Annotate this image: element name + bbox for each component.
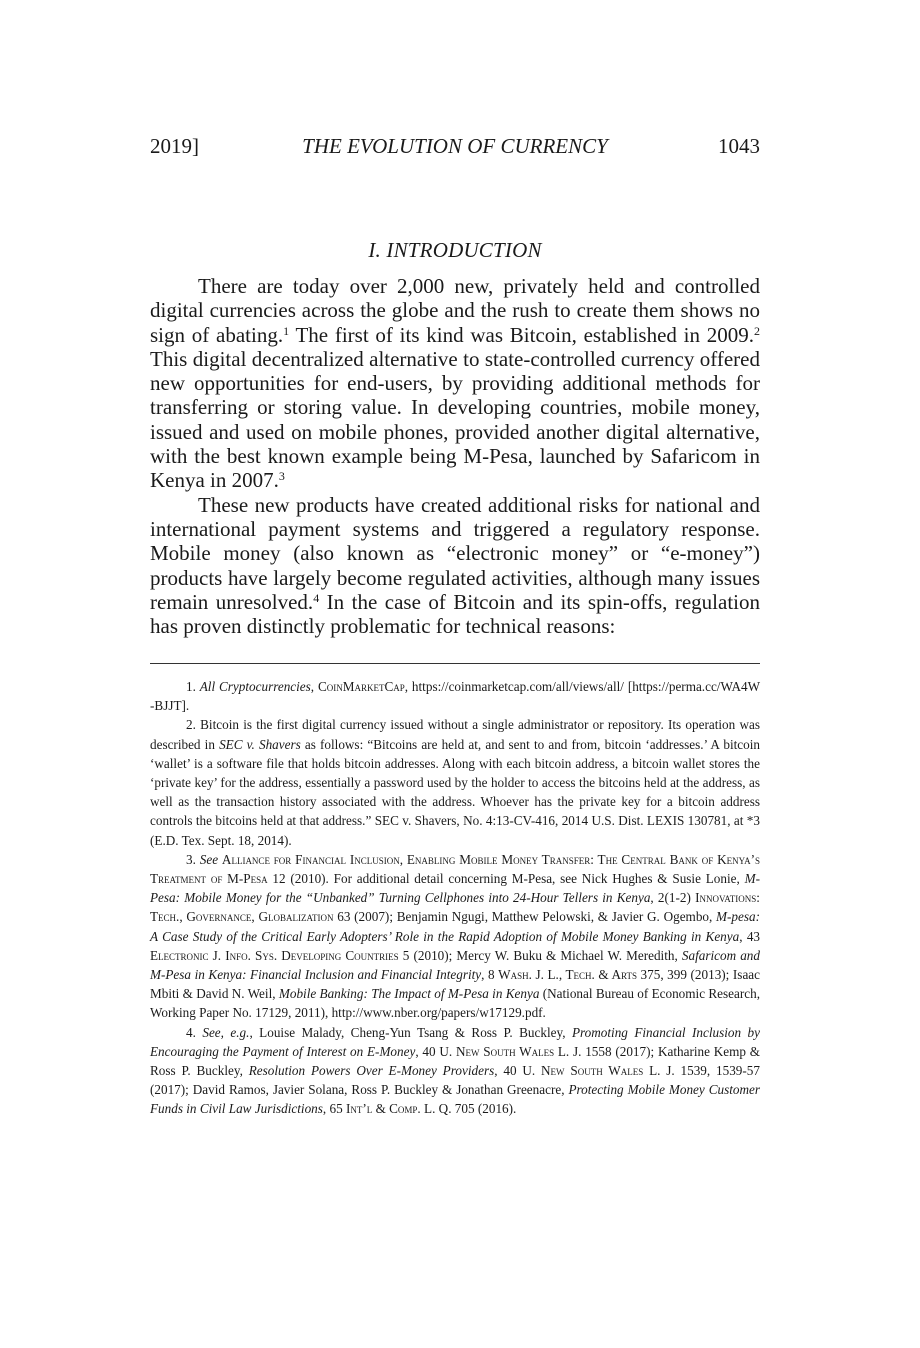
footnote-ref-4: 4	[313, 590, 320, 605]
fn3-sc3: Electronic J. Info. Sys. Developing Countries	[150, 947, 399, 963]
paragraph-2	[150, 493, 760, 639]
fn4-i2: Resolution Powers Over E-Money Providers	[248, 1063, 495, 1079]
fn2-num: 2.	[186, 717, 196, 733]
fn3-t1: 12 (2010). For additional detail concerning M-Pesa, see Nick Hughes & Susie Lonie,	[267, 871, 745, 887]
p2-text-b: In the case of Bitcoin and its spin-offs, regulation has proven distinctly problematic for technical reasons:	[150, 589, 760, 639]
fn3-num: 3.	[186, 851, 196, 867]
fn3-t6: , 8	[481, 967, 499, 983]
footnote-ref-3: 3	[278, 469, 285, 484]
fn3-sc1: Alliance for Financial Inclusion, Enabling Mobile Money Transfer: The Central Bank of Kenya’s Treatment of M-Pesa	[150, 851, 761, 887]
fn1-title: All Cryptocurrencies	[199, 679, 311, 694]
fn4-i1: Promoting Financial Inclusion by Encouraging the Payment of Interest on E-Money	[150, 1024, 761, 1059]
header-title: THE EVOLUTION OF CURRENCY	[302, 134, 608, 158]
p1-text-b: The first of its kind was Bitcoin, established in 2009.	[289, 322, 755, 347]
fn4-sc2: New South Wales	[541, 1063, 644, 1079]
fn4-see: See, e.g.	[202, 1024, 250, 1040]
fn4-i3: Protecting Mobile Money Customer Funds in Civil Law Jurisdictions	[150, 1082, 760, 1117]
fn1-text: , https://coinmarketcap.com/all/views/all/ [https://perma.cc/WA4W-BJJT].	[150, 679, 761, 714]
fn4-num: 4.	[186, 1024, 196, 1040]
fn3-sc2: Innovations: Tech., Governance, Globalization	[150, 890, 760, 925]
fn4-t7: 705 (2016).	[451, 1101, 517, 1117]
fn4-t5: L. J. 1539, 1539-57 (2017); David Ramos, Javier Solana, Ross P. Buckley & Jonathan Greenacre,	[150, 1063, 760, 1098]
header-year: 2019]	[150, 134, 199, 158]
p1-text-c: This digital decentralized alternative to state-controlled currency offered new opportunities for end-users, by providing additional methods for transferring or storing value. In developing countries, mobile money, issued and used on mobile phones, provided another digital alternative, with the best known example being M-Pesa, launched by Safaricom in Kenya in 2007.	[150, 346, 760, 493]
fn4-t6: , 65	[322, 1101, 346, 1117]
fn3-i4: Mobile Banking: The Impact of M-Pesa in Kenya	[278, 986, 540, 1002]
section-heading: I. INTRODUCTION	[368, 238, 542, 262]
footnote-divider	[150, 663, 760, 664]
fn3-i1: M-Pesa: Mobile Money for the “Unbanked” Turning Cellphones into 24-Hour Tellers in Kenya	[150, 871, 760, 906]
fn1-num: 1.	[186, 679, 196, 694]
footnotes	[150, 677, 760, 1119]
paragraph-1	[150, 274, 760, 493]
footnote-2	[150, 715, 760, 849]
fn4-sc3: Int’l & Comp. L. Q.	[346, 1101, 452, 1117]
p2-text-a: These new products have created additional risks for national and international payment systems and triggered a regulatory response. Mobile money (also known as “electronic money” or “e-money”) products have largely become regulated activities, although many issues remain unresolved.	[150, 492, 760, 614]
fn2-case: SEC v. Shavers	[219, 736, 301, 752]
fn3-i3: Safaricom and M-Pesa in Kenya: Financial Inclusion and Financial Integrity	[150, 947, 760, 983]
body-text	[150, 274, 760, 638]
fn3-t4: , 43	[739, 928, 761, 944]
fn3-see: See	[199, 851, 219, 867]
fn3-t2: , 2(1-2)	[650, 890, 696, 906]
fn3-i2: M-pesa: A Case Study of the Critical Early Adopters’ Role in the Rapid Adoption of Mobile Money Banking in Kenya	[150, 909, 760, 944]
fn4-sc1: New South Wales	[455, 1043, 555, 1059]
p1-text-a: There are today over 2,000 new, privately held and controlled digital currencies across the globe and the rush to create them shows no sign of abating.	[150, 274, 760, 347]
fn4-t2: , 40 U.	[415, 1043, 456, 1059]
footnote-ref-1: 1	[283, 323, 290, 338]
fn1-source: CoinMarketCap	[317, 679, 405, 694]
page-number: 1043	[718, 134, 760, 158]
fn4-t3: L. J. 1558 (2017); Katharine Kemp & Ross P. Buckley,	[150, 1043, 760, 1079]
footnote-ref-2: 2	[754, 323, 761, 338]
fn3-t3: 63 (2007); Benjamin Ngugi, Matthew Pelowski, & Javier G. Ogembo,	[333, 909, 717, 925]
footnote-4	[150, 1023, 760, 1119]
fn3-t8: (National Bureau of Economic Research, Working Paper No. 17129, 2011), http://www.nber.org/papers/w17129.pdf.	[150, 986, 760, 1021]
fn2-text-1: Bitcoin is the first digital currency issued without a single administrator or repository. Its operation was described in	[150, 717, 760, 752]
fn2-text-2: as follows: “Bitcoins are held at, and sent to and from, bitcoin ‘addresses.’ A bitcoin ‘wallet’ is a software file that holds bitcoin addresses. Along with each bitcoin address, a bitcoin wallet stores the ‘private key’ for the address, essentially a password used by the holder to access the bitcoins held at the address, as well as the transaction history associated with the address. Whoever has the private key for a bitcoin address controls the bitcoins held at that address.” SEC v. Shavers, No. 4:13-CV-416, 2014 U.S. Dist. LEXIS 130781, at *3 (E.D. Tex. Sept. 18, 2014).	[150, 736, 760, 848]
running-head	[150, 134, 760, 162]
fn3-t7: 375, 399 (2013); Isaac Mbiti & David N. Weil,	[150, 967, 761, 1002]
footnote-1: 1. All Cryptocurrencies, CoinMarketCap, https://coinmarketcap.com/all/views/all/ [https://perma.cc/WA4W-BJJT].	[150, 679, 761, 714]
fn3-t5: 5 (2010); Mercy W. Buku & Michael W. Meredith,	[398, 947, 682, 963]
footnote-3	[150, 850, 760, 1023]
fn4-t1: , Louise Malady, Cheng-Yun Tsang & Ross P. Buckley,	[249, 1024, 572, 1040]
fn4-t4: , 40 U.	[494, 1063, 542, 1079]
fn3-sc4: Wash. J. L., Tech. & Arts	[498, 967, 637, 983]
